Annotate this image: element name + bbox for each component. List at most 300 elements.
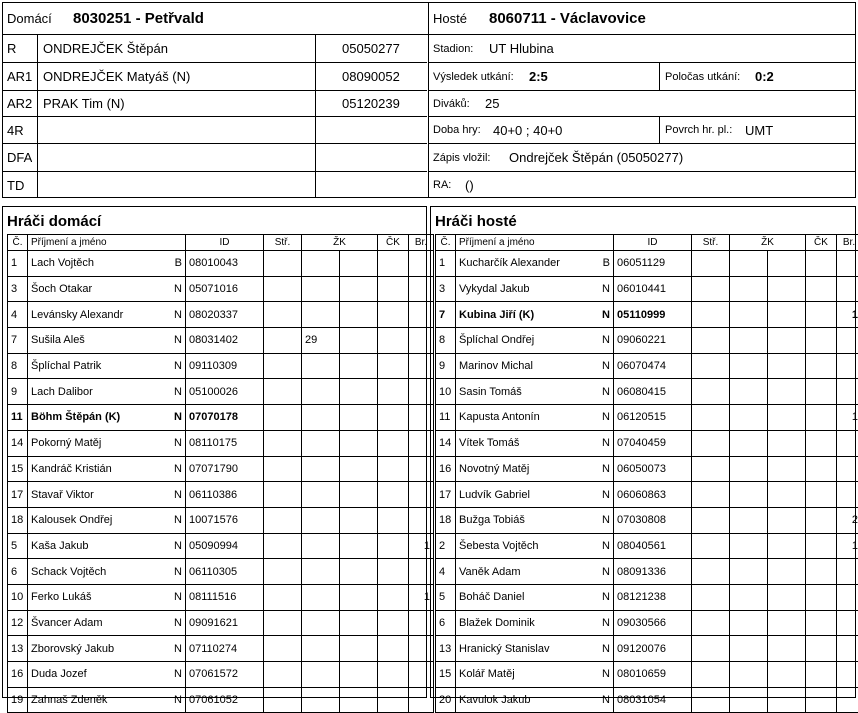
player-yellow-card: [302, 276, 340, 302]
player-red-card: [378, 379, 409, 405]
player-row: [436, 430, 858, 456]
stadium-value: UT Hlubina: [489, 35, 554, 62]
player-nationality: N: [164, 405, 186, 431]
players-header-row: [8, 235, 434, 251]
player-name: Bužga Tobiáš: [456, 507, 592, 533]
player-yellow-card: [730, 507, 768, 533]
player-name: Schack Vojtěch: [28, 559, 164, 585]
player-nationality: N: [592, 456, 614, 482]
player-number: 4: [436, 559, 456, 585]
player-red-card: [806, 584, 837, 610]
player-red-card: [806, 687, 837, 713]
player-id: 08111516: [186, 584, 264, 610]
player-nationality: B: [592, 251, 614, 277]
player-red-card: [806, 405, 837, 431]
half-value: 0:2: [755, 63, 774, 90]
player-goals: 1: [837, 302, 858, 328]
player-goals: [837, 559, 858, 585]
player-red-card: [378, 636, 409, 662]
player-id: 06080415: [614, 379, 692, 405]
col-no: Č.: [436, 235, 456, 251]
player-nationality: N: [592, 482, 614, 508]
player-yellow-card: [730, 251, 768, 277]
player-name: Levánsky Alexandr: [28, 302, 164, 328]
player-red-card: [378, 302, 409, 328]
official-id: 05050277: [342, 35, 400, 62]
player-nationality: N: [164, 636, 186, 662]
player-id: 09030566: [614, 610, 692, 636]
player-nationality: N: [164, 533, 186, 559]
spectators-label: Diváků:: [433, 91, 470, 116]
player-red-card: [806, 276, 837, 302]
player-substitution: [692, 353, 730, 379]
player-nationality: N: [164, 328, 186, 354]
col-name: Příjmení a jméno: [456, 235, 614, 251]
player-number: 14: [8, 430, 28, 456]
player-nationality: B: [164, 251, 186, 277]
player-red-card: [806, 430, 837, 456]
player-yellow-card-2: [340, 610, 378, 636]
player-substitution: [692, 610, 730, 636]
player-yellow-card: [302, 251, 340, 277]
player-id: 05100026: [186, 379, 264, 405]
player-yellow-card-2: [768, 430, 806, 456]
player-row: [436, 251, 858, 277]
player-number: 1: [8, 251, 28, 277]
player-red-card: [806, 507, 837, 533]
player-yellow-card-2: [340, 430, 378, 456]
player-nationality: N: [164, 456, 186, 482]
home-team-name: 8030251 - Petřvald: [73, 3, 423, 34]
player-red-card: [378, 507, 409, 533]
player-substitution: [692, 533, 730, 559]
player-yellow-card-2: [768, 456, 806, 482]
player-row: [436, 379, 858, 405]
player-yellow-card-2: [768, 533, 806, 559]
ra-value: (): [465, 172, 474, 198]
player-yellow-card-2: [340, 584, 378, 610]
player-id: 07061052: [186, 687, 264, 713]
official-name: ONDREJČEK Štěpán: [43, 35, 168, 62]
player-id: 06060863: [614, 482, 692, 508]
player-substitution: [264, 379, 302, 405]
player-nationality: N: [164, 687, 186, 713]
away-label: Hosté: [433, 3, 467, 34]
player-nationality: N: [592, 507, 614, 533]
player-id: 08110175: [186, 430, 264, 456]
player-goals: 1: [409, 584, 434, 610]
player-red-card: [806, 482, 837, 508]
player-number: 12: [8, 610, 28, 636]
player-yellow-card-2: [768, 379, 806, 405]
player-substitution: [264, 584, 302, 610]
player-nationality: N: [592, 379, 614, 405]
player-goals: [837, 276, 858, 302]
player-name: Kapusta Antonín: [456, 405, 592, 431]
player-number: 14: [436, 430, 456, 456]
player-row: [436, 276, 858, 302]
player-number: 10: [8, 584, 28, 610]
player-yellow-card-2: [768, 302, 806, 328]
home-players-table: [7, 234, 434, 713]
player-substitution: [264, 353, 302, 379]
col-zk: ŽK: [302, 235, 378, 251]
col-br: Br.: [409, 235, 434, 251]
player-row: [436, 302, 858, 328]
result-label: Výsledek utkání:: [433, 63, 514, 90]
player-name: Šoch Otakar: [28, 276, 164, 302]
player-yellow-card: [730, 636, 768, 662]
player-name: Kandráč Kristián: [28, 456, 164, 482]
player-goals: [837, 482, 858, 508]
player-row: [8, 662, 434, 688]
player-red-card: [378, 353, 409, 379]
player-number: 15: [436, 662, 456, 688]
player-red-card: [806, 662, 837, 688]
player-yellow-card-2: [768, 559, 806, 585]
half-label: Poločas utkání:: [665, 63, 740, 90]
player-red-card: [378, 687, 409, 713]
player-yellow-card: [302, 302, 340, 328]
away-team-row: [429, 3, 855, 35]
player-nationality: N: [592, 328, 614, 354]
player-red-card: [378, 251, 409, 277]
player-row: [436, 584, 858, 610]
player-row: [8, 507, 434, 533]
player-yellow-card-2: [768, 662, 806, 688]
player-nationality: N: [592, 636, 614, 662]
player-red-card: [378, 328, 409, 354]
player-substitution: [692, 687, 730, 713]
player-name: Lach Dalibor: [28, 379, 164, 405]
player-id: 05090994: [186, 533, 264, 559]
player-red-card: [378, 430, 409, 456]
player-id: 07030808: [614, 507, 692, 533]
player-yellow-card-2: [768, 328, 806, 354]
player-goals: [837, 662, 858, 688]
player-red-card: [806, 251, 837, 277]
player-nationality: N: [592, 405, 614, 431]
player-number: 5: [436, 584, 456, 610]
player-id: 07070178: [186, 405, 264, 431]
away-info: [429, 3, 855, 199]
player-name: Kalousek Ondřej: [28, 507, 164, 533]
duration-value: 40+0 ; 40+0: [493, 117, 562, 143]
player-name: Kavulok Jakub: [456, 687, 592, 713]
player-yellow-card-2: [768, 610, 806, 636]
player-goals: [837, 584, 858, 610]
home-players-title: Hráči domácí: [7, 213, 101, 230]
player-yellow-card: [730, 559, 768, 585]
player-row: [8, 251, 434, 277]
player-row: [436, 405, 858, 431]
result-row: [429, 63, 855, 91]
player-name: Vaněk Adam: [456, 559, 592, 585]
player-nationality: N: [592, 276, 614, 302]
duration-row: [429, 117, 855, 144]
player-id: 05110999: [614, 302, 692, 328]
player-yellow-card-2: [340, 533, 378, 559]
col-zk: ŽK: [730, 235, 806, 251]
player-name: Švancer Adam: [28, 610, 164, 636]
player-row: [436, 662, 858, 688]
player-red-card: [806, 456, 837, 482]
player-substitution: [692, 456, 730, 482]
away-players-title: Hráči hosté: [435, 213, 517, 230]
player-yellow-card: [730, 610, 768, 636]
official-role: R: [7, 35, 16, 62]
player-row: [436, 533, 858, 559]
player-goals: 2: [837, 507, 858, 533]
player-substitution: [264, 687, 302, 713]
player-yellow-card-2: [340, 559, 378, 585]
player-name: Sasin Tomáš: [456, 379, 592, 405]
player-number: 18: [436, 507, 456, 533]
player-name: Zahnaš Zdeněk: [28, 687, 164, 713]
player-yellow-card: [302, 430, 340, 456]
player-yellow-card: [730, 276, 768, 302]
player-substitution: [692, 482, 730, 508]
player-nationality: N: [164, 379, 186, 405]
recorder-row: [429, 144, 855, 172]
player-yellow-card-2: [340, 379, 378, 405]
player-red-card: [378, 662, 409, 688]
player-substitution: [264, 482, 302, 508]
player-yellow-card: [302, 482, 340, 508]
player-id: 07040459: [614, 430, 692, 456]
player-number: 16: [436, 456, 456, 482]
player-yellow-card-2: [340, 456, 378, 482]
official-role: AR1: [7, 63, 32, 90]
player-number: 3: [436, 276, 456, 302]
player-row: [8, 584, 434, 610]
player-red-card: [378, 456, 409, 482]
col-str: Stř.: [264, 235, 302, 251]
player-substitution: [264, 251, 302, 277]
player-row: [8, 636, 434, 662]
player-number: 15: [8, 456, 28, 482]
player-yellow-card-2: [768, 251, 806, 277]
player-goals: [837, 610, 858, 636]
player-name: Šebesta Vojtěch: [456, 533, 592, 559]
col-str: Stř.: [692, 235, 730, 251]
player-yellow-card: [302, 636, 340, 662]
surface-value: UMT: [745, 117, 773, 143]
player-row: [8, 456, 434, 482]
player-goals: [837, 353, 858, 379]
player-nationality: N: [592, 559, 614, 585]
player-yellow-card-2: [340, 507, 378, 533]
player-yellow-card: [302, 456, 340, 482]
official-role: AR2: [7, 91, 32, 116]
player-name: Kolář Matěj: [456, 662, 592, 688]
stadium-label: Stadion:: [433, 35, 473, 62]
player-substitution: [264, 430, 302, 456]
player-yellow-card: [302, 353, 340, 379]
player-yellow-card: [302, 584, 340, 610]
player-yellow-card: [730, 533, 768, 559]
player-id: 06070474: [614, 353, 692, 379]
player-goals: 1: [837, 533, 858, 559]
player-yellow-card: [730, 584, 768, 610]
player-red-card: [806, 636, 837, 662]
player-yellow-card-2: [340, 636, 378, 662]
player-goals: [837, 430, 858, 456]
player-id: 06010441: [614, 276, 692, 302]
player-yellow-card: [730, 405, 768, 431]
player-nationality: N: [164, 507, 186, 533]
col-name: Příjmení a jméno: [28, 235, 186, 251]
player-yellow-card-2: [340, 276, 378, 302]
player-id: 06110386: [186, 482, 264, 508]
player-name: Lach Vojtěch: [28, 251, 164, 277]
player-id: 06110305: [186, 559, 264, 585]
player-number: 5: [8, 533, 28, 559]
player-substitution: [264, 276, 302, 302]
player-name: Zborovský Jakub: [28, 636, 164, 662]
player-name: Blažek Dominik: [456, 610, 592, 636]
player-nationality: N: [592, 662, 614, 688]
surface-label: Povrch hr. pl.:: [665, 117, 732, 143]
player-nationality: N: [164, 353, 186, 379]
player-substitution: [692, 328, 730, 354]
player-row: [436, 507, 858, 533]
player-number: 10: [436, 379, 456, 405]
player-id: 07061572: [186, 662, 264, 688]
player-number: 3: [8, 276, 28, 302]
player-id: 09060221: [614, 328, 692, 354]
player-nationality: N: [164, 610, 186, 636]
player-nationality: N: [164, 276, 186, 302]
player-yellow-card: [730, 430, 768, 456]
away-players-panel: [430, 206, 856, 698]
player-number: 7: [436, 302, 456, 328]
player-substitution: [264, 507, 302, 533]
player-row: [8, 482, 434, 508]
player-yellow-card-2: [768, 687, 806, 713]
player-yellow-card: [730, 687, 768, 713]
player-substitution: [264, 662, 302, 688]
player-row: [8, 610, 434, 636]
player-id: 06050073: [614, 456, 692, 482]
spectators-row: [429, 91, 855, 117]
players-header-row: [436, 235, 858, 251]
player-goals: [837, 328, 858, 354]
player-id: 08010043: [186, 251, 264, 277]
col-ck: ČK: [806, 235, 837, 251]
player-yellow-card-2: [340, 405, 378, 431]
player-red-card: [806, 353, 837, 379]
player-number: 9: [436, 353, 456, 379]
player-yellow-card: [730, 328, 768, 354]
player-yellow-card-2: [340, 302, 378, 328]
player-red-card: [378, 405, 409, 431]
player-nationality: N: [164, 559, 186, 585]
player-row: [8, 430, 434, 456]
duration-label: Doba hry:: [433, 117, 481, 143]
player-red-card: [378, 584, 409, 610]
player-name: Kaša Jakub: [28, 533, 164, 559]
player-id: 08040561: [614, 533, 692, 559]
player-number: 19: [8, 687, 28, 713]
player-name: Šplíchal Ondřej: [456, 328, 592, 354]
player-substitution: [692, 302, 730, 328]
player-nationality: N: [592, 610, 614, 636]
player-red-card: [806, 610, 837, 636]
player-name: Šplíchal Patrik: [28, 353, 164, 379]
player-substitution: [264, 533, 302, 559]
player-name: Kucharčík Alexander: [456, 251, 592, 277]
official-role: DFA: [7, 144, 32, 171]
player-nationality: N: [164, 482, 186, 508]
player-row: [436, 636, 858, 662]
player-substitution: [692, 636, 730, 662]
player-id: 06120515: [614, 405, 692, 431]
player-yellow-card: 29: [302, 328, 340, 354]
player-goals: 1: [409, 533, 434, 559]
official-role: TD: [7, 172, 24, 198]
player-red-card: [806, 379, 837, 405]
official-name: ONDREJČEK Matyáš (N): [43, 63, 190, 90]
col-no: Č.: [8, 235, 28, 251]
player-substitution: [692, 276, 730, 302]
player-yellow-card-2: [768, 482, 806, 508]
player-name: Vítek Tomáš: [456, 430, 592, 456]
player-id: 06051129: [614, 251, 692, 277]
player-id: 08010659: [614, 662, 692, 688]
player-row: [8, 405, 434, 431]
official-id: 05120239: [342, 91, 400, 116]
player-yellow-card: [730, 302, 768, 328]
player-number: 9: [8, 379, 28, 405]
player-id: 09110309: [186, 353, 264, 379]
player-number: 6: [436, 610, 456, 636]
player-name: Stavař Viktor: [28, 482, 164, 508]
player-yellow-card-2: [340, 482, 378, 508]
player-yellow-card: [730, 662, 768, 688]
player-yellow-card-2: [768, 584, 806, 610]
player-red-card: [806, 302, 837, 328]
player-row: [8, 533, 434, 559]
official-name: PRAK Tim (N): [43, 91, 125, 116]
player-substitution: [692, 430, 730, 456]
player-number: 11: [436, 405, 456, 431]
ra-row: [429, 172, 855, 198]
player-number: 6: [8, 559, 28, 585]
player-number: 17: [436, 482, 456, 508]
player-row: [436, 456, 858, 482]
player-name: Böhm Štěpán (K): [28, 405, 164, 431]
player-substitution: [692, 251, 730, 277]
player-yellow-card-2: [340, 251, 378, 277]
official-row: [3, 117, 427, 144]
official-row: [3, 172, 427, 198]
player-substitution: [692, 662, 730, 688]
player-yellow-card: [730, 482, 768, 508]
player-id: 09120076: [614, 636, 692, 662]
player-nationality: N: [592, 302, 614, 328]
player-number: 16: [8, 662, 28, 688]
player-yellow-card-2: [768, 405, 806, 431]
player-red-card: [378, 533, 409, 559]
player-red-card: [378, 610, 409, 636]
player-row: [8, 379, 434, 405]
away-team-name: 8060711 - Václavovice: [489, 3, 849, 34]
player-number: 4: [8, 302, 28, 328]
player-row: [436, 687, 858, 713]
player-yellow-card: [302, 687, 340, 713]
player-yellow-card-2: [340, 328, 378, 354]
